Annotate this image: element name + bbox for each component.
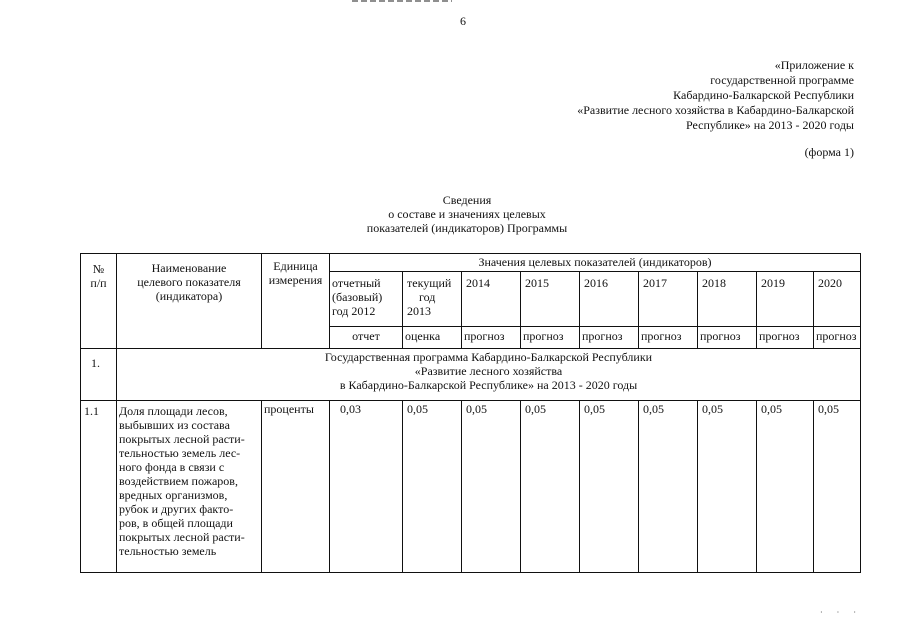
header-year: 2018: [698, 272, 757, 327]
header-kind: прогноз: [639, 327, 698, 349]
header-kind: прогноз: [580, 327, 639, 349]
header-name-line: целевого показателя: [137, 275, 241, 289]
header-number: [81, 254, 117, 349]
row-value: 0,05: [814, 401, 861, 573]
row-name-line: рубок и других факто-: [119, 502, 234, 516]
header-current-line: год: [419, 290, 436, 304]
row-name-line: покрытых лесной расти-: [119, 432, 245, 446]
title-line: о составе и значениях целевых: [388, 207, 546, 221]
document-title: [300, 193, 634, 235]
header-unit-line: измерения: [268, 273, 323, 287]
section-number: 1.: [81, 349, 117, 401]
header-kind: отчет: [330, 327, 403, 349]
row-name-line: воздействием пожаров,: [119, 474, 238, 488]
scan-artifact-marks: ···: [820, 608, 870, 617]
appendix-line: «Приложение к: [774, 58, 854, 72]
row-name-line: ного фонда в связи с: [119, 460, 225, 474]
header-values-title: Значения целевых показателей (индикаторов): [330, 254, 861, 272]
section-title-line: Государственная программа Кабардино-Балкарской Республики: [324, 350, 653, 364]
header-kind: прогноз: [521, 327, 580, 349]
page-number: 6: [460, 14, 466, 28]
row-value: 0,05: [521, 401, 580, 573]
header-year: 2015: [521, 272, 580, 327]
row-value: 0,05: [462, 401, 521, 573]
row-name-line: вредных организмов,: [119, 488, 228, 502]
row-name-line: тельностью земель лес-: [119, 446, 241, 460]
header-unit-line: Единица: [273, 259, 318, 273]
appendix-line: Кабардино-Балкарской Республики: [673, 88, 854, 102]
row-name-line: Доля площади лесов,: [119, 404, 228, 418]
appendix-line: государственной программе: [710, 73, 854, 87]
header-year: 2016: [580, 272, 639, 327]
title-line: показателей (индикаторов) Программы: [366, 221, 568, 235]
appendix-note: [514, 58, 854, 133]
section-row: [81, 349, 861, 401]
row-indicator-name: [117, 401, 262, 573]
header-year: 2014: [462, 272, 521, 327]
header-kind: прогноз: [462, 327, 521, 349]
row-name-line: покрытых лесной расти-: [119, 530, 245, 544]
header-name-line: (индикатора): [155, 289, 223, 303]
row-value: 0,05: [403, 401, 462, 573]
header-name: [117, 254, 262, 349]
row-name-line: выбывших из состава: [119, 418, 230, 432]
row-name-line: тельностью земель: [119, 544, 217, 558]
row-unit: проценты: [262, 401, 330, 573]
row-number: 1.1: [81, 401, 117, 573]
header-kind: прогноз: [757, 327, 814, 349]
header-kind: прогноз: [814, 327, 861, 349]
header-name-line: Наименование: [151, 261, 227, 275]
form-label: (форма 1): [804, 145, 854, 159]
header-base-line: (базовый): [332, 290, 383, 304]
scan-artifact-line: [352, 0, 452, 2]
header-base-line: отчетный: [332, 276, 381, 290]
appendix-line: Республике» на 2013 - 2020 годы: [686, 118, 854, 132]
header-kind: оценка: [403, 327, 462, 349]
row-value: 0,05: [580, 401, 639, 573]
header-row: [81, 254, 861, 272]
row-value: 0,05: [639, 401, 698, 573]
header-current-line: текущий: [407, 276, 452, 290]
row-value: 0,03: [330, 401, 403, 573]
row-name-line: ров, в общей площади: [119, 516, 233, 530]
header-number-line: №: [92, 262, 105, 276]
header-year: 2020: [814, 272, 861, 327]
header-base-line: год 2012: [332, 304, 376, 318]
header-base-year: [330, 272, 403, 327]
table-row: [81, 401, 861, 573]
header-unit: [262, 254, 330, 349]
header-year: 2019: [757, 272, 814, 327]
header-current-line: 2013: [407, 304, 431, 318]
header-number-line: п/п: [90, 276, 107, 290]
indicators-table: [80, 253, 861, 573]
section-title-line: «Развитие лесного хозяйства: [414, 364, 563, 378]
header-year: 2017: [639, 272, 698, 327]
title-line: Сведения: [442, 193, 492, 207]
header-current-year: [403, 272, 462, 327]
header-kind: прогноз: [698, 327, 757, 349]
row-value: 0,05: [757, 401, 814, 573]
row-value: 0,05: [698, 401, 757, 573]
appendix-line: «Развитие лесного хозяйства в Кабардино-Балкарской: [577, 103, 854, 117]
section-title-line: в Кабардино-Балкарской Республике» на 2013 - 2020 годы: [339, 378, 638, 392]
section-title: [117, 349, 861, 401]
